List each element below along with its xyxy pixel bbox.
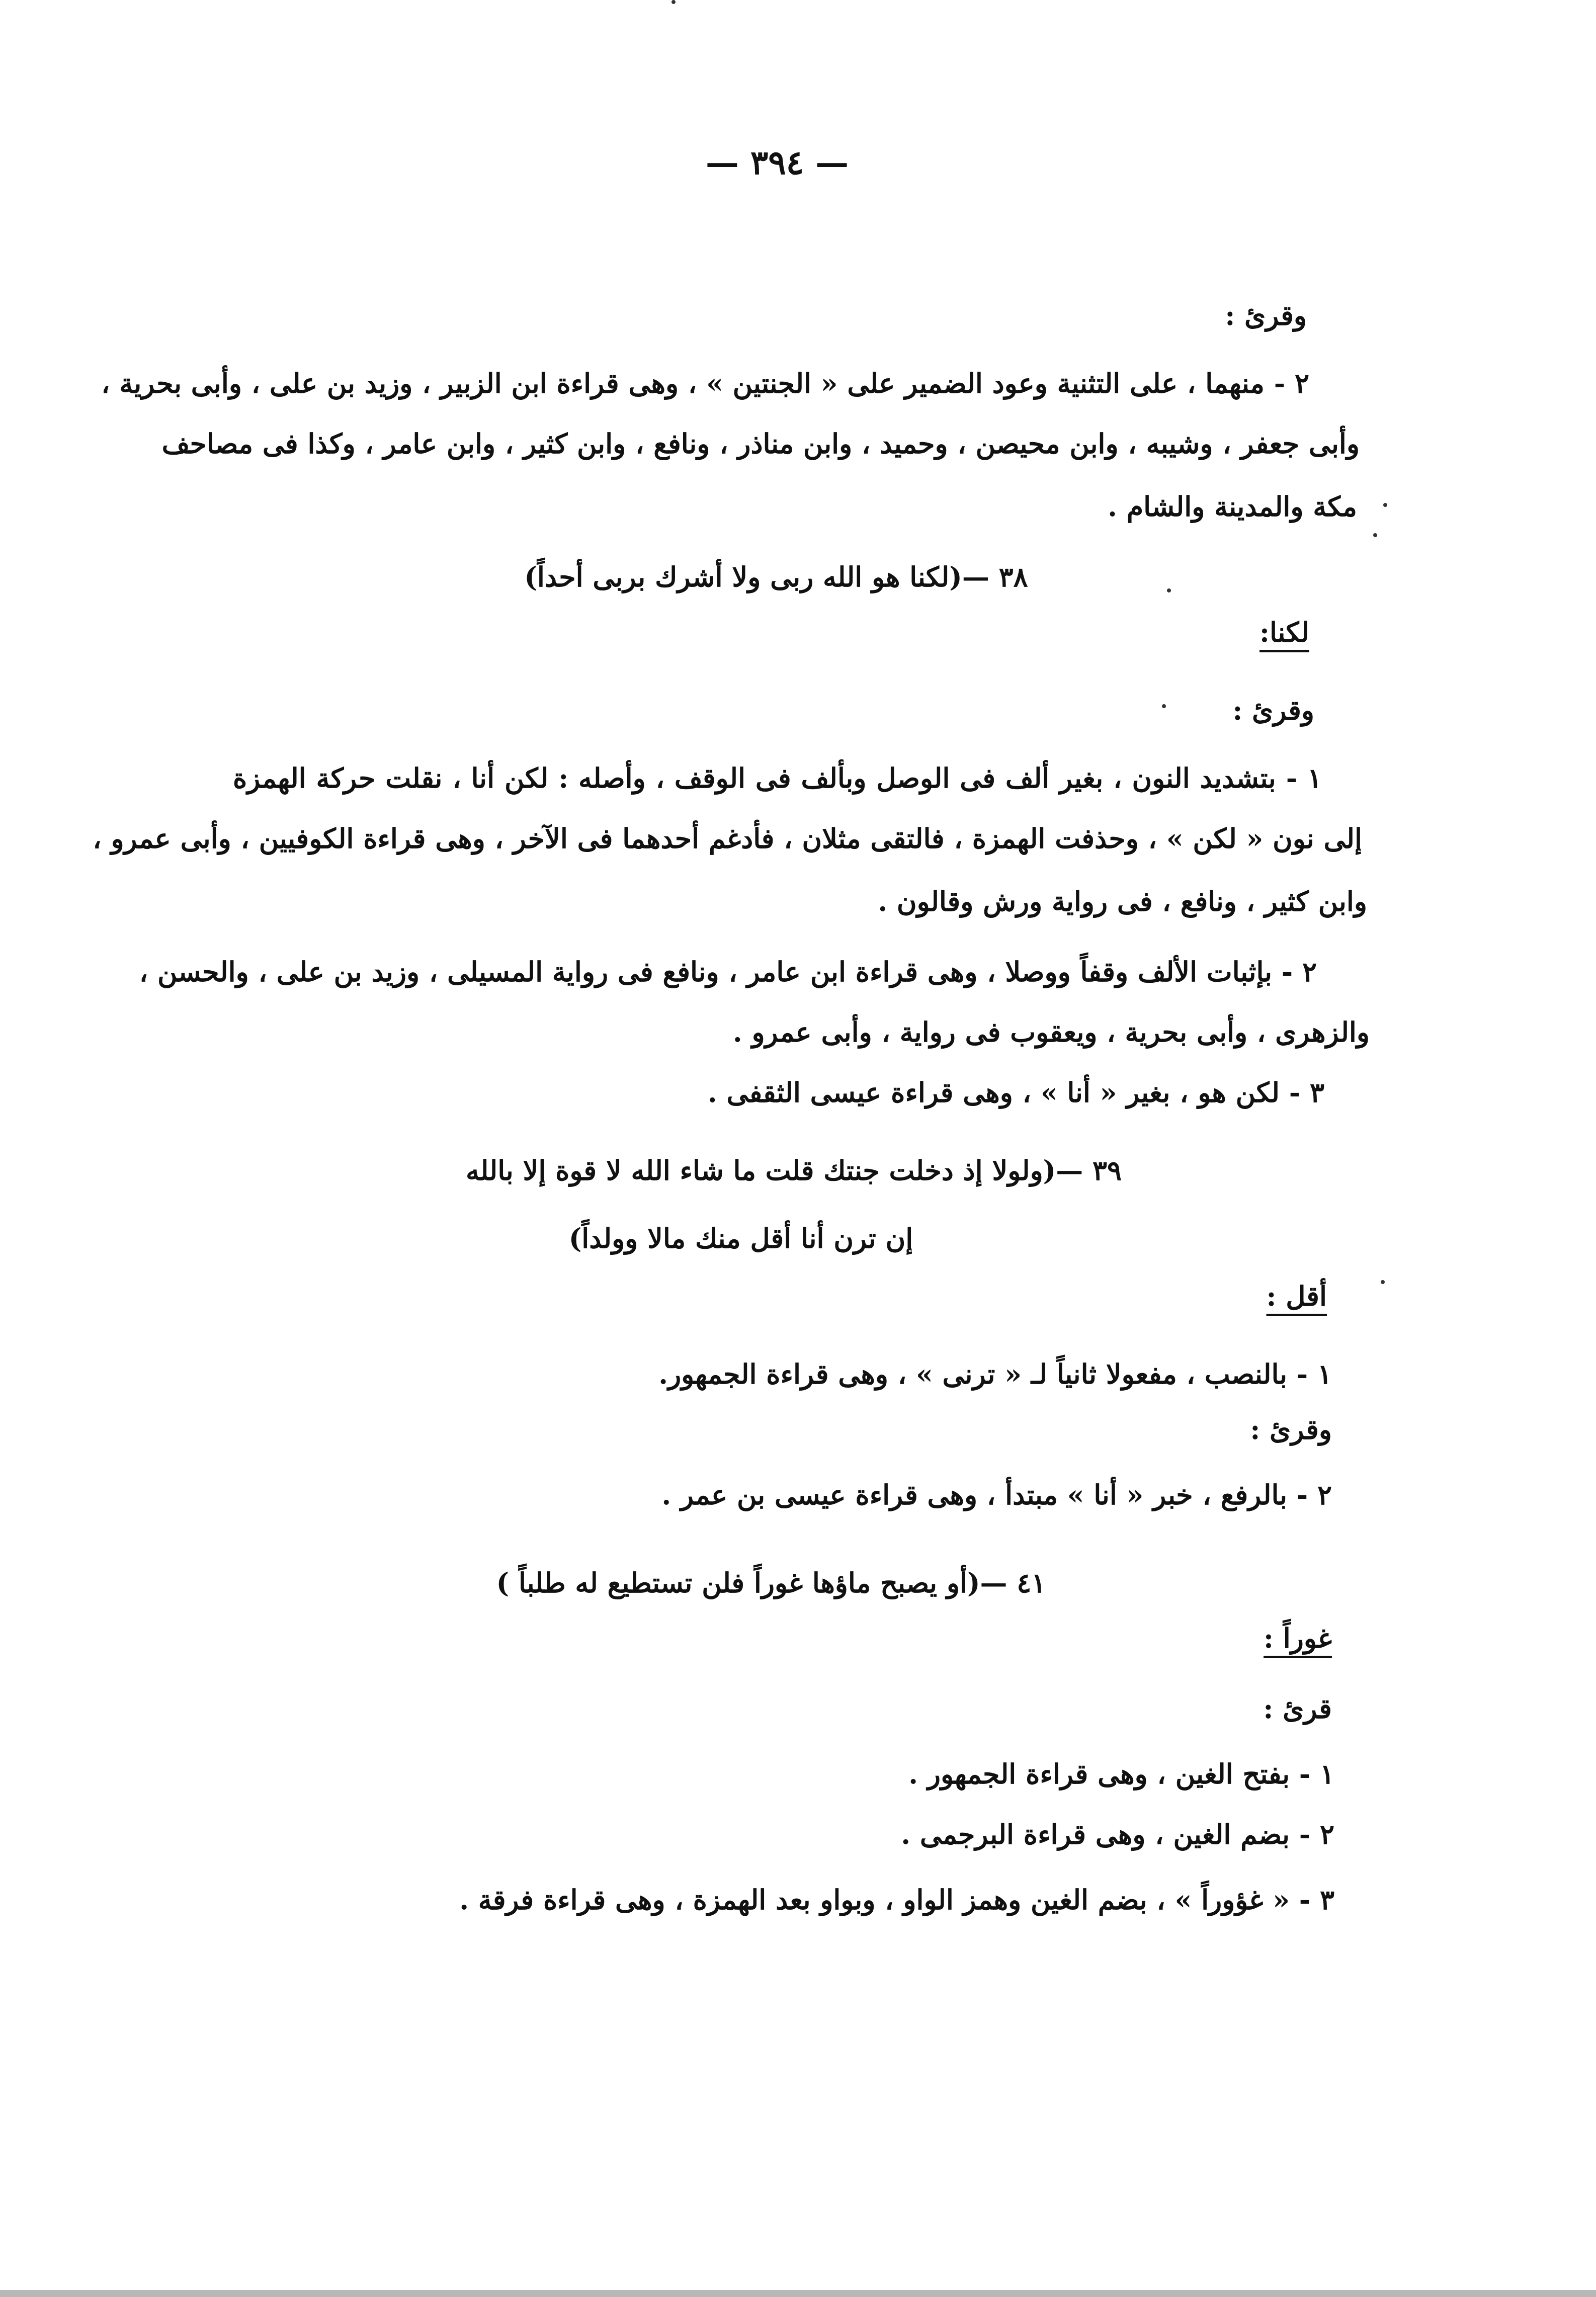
text-line: ٢ - بإثبات الألف وقفاً ووصلا ، وهى قراءة ابن عامر ، ونافع فى رواية المسيلى ، وزيد بن على ، والحسن ، [139,956,1317,988]
verse-heading: إن ترن أنا أقل منك مالا وولداً) [568,1222,913,1254]
text-line: وقرئ : [1250,1413,1332,1445]
text-line: والزهرى ، وأبى بحرية ، ويعقوب فى رواية ، وأبى عمرو . [732,1016,1370,1048]
section-heading: أقل : [1266,1280,1327,1312]
text-line: ١ - بالنصب ، مفعولا ثانياً لـ « ترنى » ، وهى قراءة الجمهور. [658,1358,1332,1390]
text-line: ٢ - بالرفع ، خبر « أنا » مبتدأ ، وهى قراءة عيسى بن عمر . [661,1479,1332,1511]
speck-mark [671,0,676,4]
text-line: ٣ - لكن هو ، بغير « أنا » ، وهى قراءة عيسى الثقفى . [707,1076,1324,1109]
text-line: وقرئ : [1232,694,1314,726]
page-number: — ٣٩٤ — [705,143,849,182]
speck-mark [1383,503,1387,507]
speck-mark [1167,588,1171,592]
verse-heading: ٣٨ —(لكنا هو الله ربى ولا أشرك بربى أحداً) [524,561,1028,593]
section-heading: لكنا: [1259,616,1309,648]
text-line: وقرئ : [1225,299,1307,331]
text-line: مكة والمدينة والشام . [1108,490,1357,523]
text-line: وابن كثير ، ونافع ، فى رواية ورش وقالون . [878,885,1367,917]
text-line: ٣ - « غؤوراً » ، بضم الغين وهمز الواو ، وبواو بعد الهمزة ، وهى قراءة فرقة . [459,1884,1334,1916]
text-line: إلى نون « لكن » ، وحذفت الهمزة ، فالتقى مثلان ، فأدغم أحدهما فى الآخر ، وهى قراءة الكوفيين ، وأبى عمرو ، [93,822,1362,855]
text-line: ٢ - منهما ، على التثنية وعود الضمير على « الجنتين » ، وهى قراءة ابن الزبير ، وزيد بن على ، وأبى بحرية ، [101,367,1309,399]
text-line: وأبى جعفر ، وشيبه ، وابن محيصن ، وحميد ، وابن مناذر ، ونافع ، وابن كثير ، وابن عامر ، وكذا فى مصاحف [161,428,1360,460]
speck-mark [1373,533,1377,537]
bottom-scrollbar-edge [0,2290,1596,2297]
text-line: ١ - بتشديد النون ، بغير ألف فى الوصل وبألف فى الوقف ، وأصله : لكن أنا ، نقلت حركة الهمزة [233,762,1322,794]
text-line: ١ - بفتح الغين ، وهى قراءة الجمهور . [908,1758,1334,1790]
verse-heading: ٤١ —(أو يصبح ماؤها غوراً فلن تستطيع له طلباً ) [496,1567,1046,1599]
speck-mark [1381,1280,1385,1284]
speck-mark [1162,704,1166,708]
text-line: ٢ - بضم الغين ، وهى قراءة البرجمى . [901,1818,1334,1850]
verse-heading: ٣٩ —(ولولا إذ دخلت جنتك قلت ما شاء الله لا قوة إلا بالله [465,1154,1122,1186]
text-line: قرئ : [1263,1692,1332,1725]
section-heading: غوراً : [1264,1622,1332,1654]
